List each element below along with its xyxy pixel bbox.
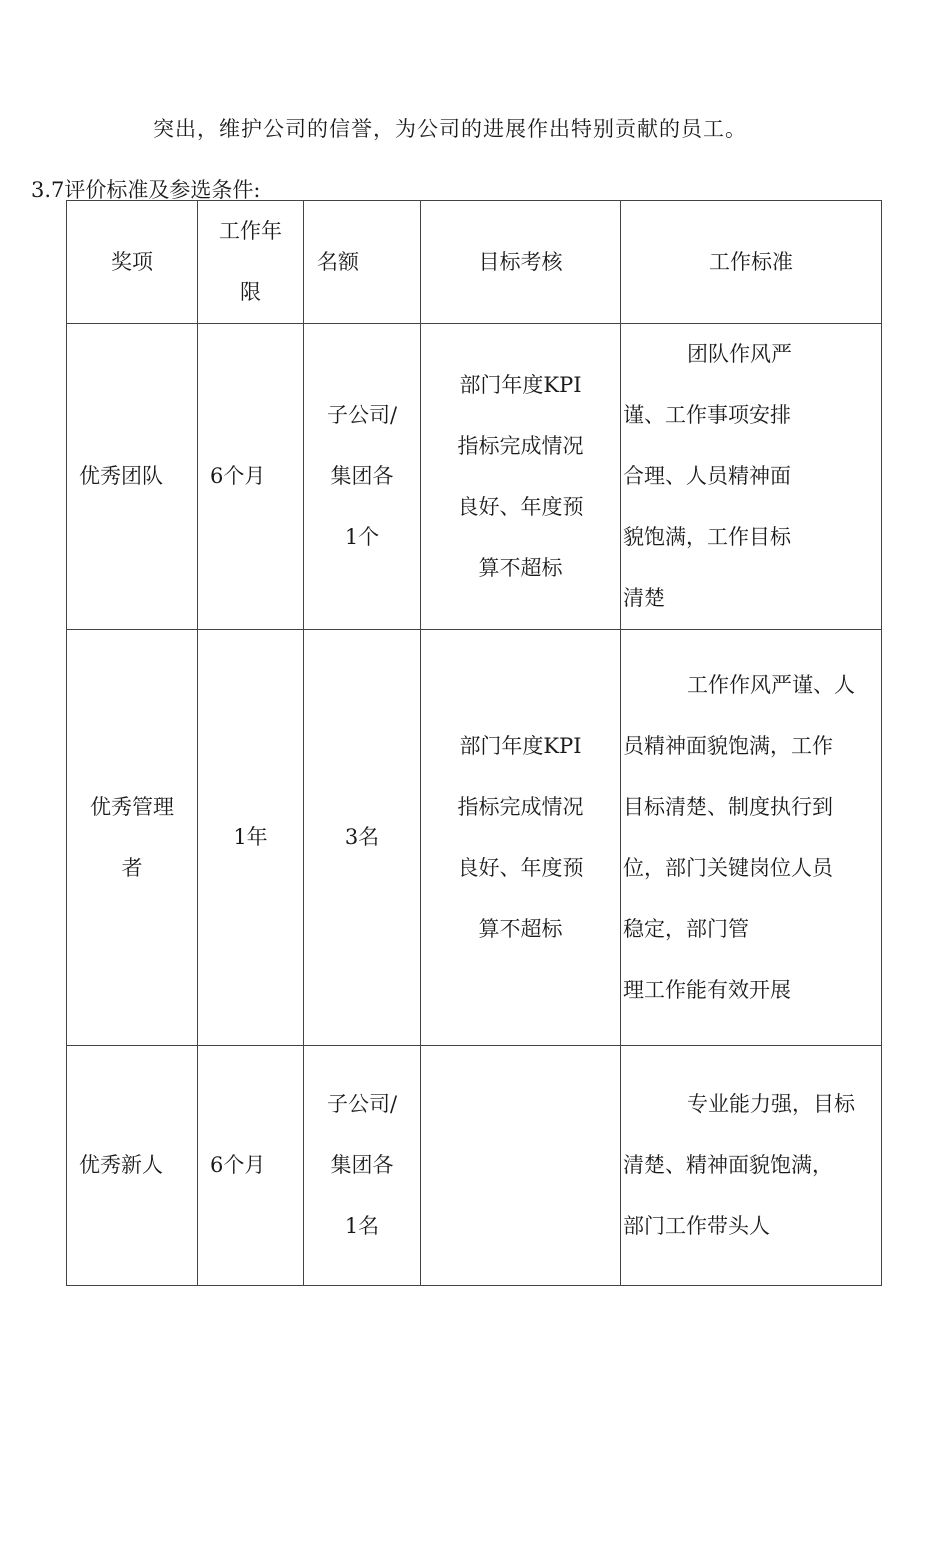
- award-line: 优秀团队: [79, 464, 163, 488]
- header-tenure-line: 工作年: [219, 219, 282, 243]
- header-award: 奖项: [67, 201, 198, 324]
- standard-line: 稳定，部门管: [623, 916, 749, 941]
- header-tenure-line: 限: [240, 280, 261, 304]
- quota-line: 集团各: [330, 464, 394, 488]
- standard-line: 员精神面貌饱满，工作: [623, 733, 833, 758]
- table-header-row: [67, 201, 882, 324]
- target-cell: [421, 630, 621, 1046]
- tenure-cell: 6个月: [198, 1046, 304, 1286]
- quota-cell: [304, 324, 421, 630]
- target-cell: [421, 324, 621, 630]
- target-cell: [421, 1046, 621, 1286]
- award-line: 优秀新人: [79, 1153, 163, 1177]
- target-line: 部门年度KPI: [459, 372, 582, 397]
- award-cell: [67, 630, 198, 1046]
- standard-line: 目标清楚、制度执行到: [623, 794, 833, 819]
- award-cell: [67, 1046, 198, 1286]
- header-standard: 工作标准: [621, 201, 882, 324]
- section-heading: 3.7评价标准及参选条件:: [31, 178, 261, 202]
- standard-line: 理工作能有效开展: [623, 977, 791, 1002]
- header-quota: 名额: [304, 201, 421, 324]
- target-line: 良好、年度预: [457, 855, 584, 880]
- standard-line: 合理、人员精神面: [623, 464, 791, 488]
- quota-line: 子公司/: [326, 1092, 398, 1116]
- standard-line: 谨、工作事项安排: [623, 403, 791, 427]
- standard-line: 位，部门关键岗位人员: [623, 855, 833, 880]
- intro-paragraph: 突出，维护公司的信誉，为公司的进展作出特别贡献的员工。: [153, 117, 747, 141]
- table-row: [67, 630, 882, 1046]
- quota-cell: [304, 1046, 421, 1286]
- target-line: 指标完成情况: [457, 794, 584, 819]
- award-line: 者: [121, 855, 143, 880]
- target-line: 指标完成情况: [457, 433, 584, 458]
- tenure-cell: 6个月: [198, 324, 304, 630]
- quota-line: 3名: [344, 825, 380, 849]
- standard-line: 貌饱满，工作目标: [623, 525, 791, 549]
- standard-cell: [621, 324, 882, 630]
- standard-cell: [621, 630, 882, 1046]
- quota-cell: [304, 630, 421, 1046]
- quota-line: 1名: [344, 1214, 380, 1238]
- quota-line: 集团各: [330, 1153, 394, 1177]
- standard-cell: [621, 1046, 882, 1286]
- table-row: [67, 324, 882, 630]
- target-line: 算不超标: [478, 555, 563, 580]
- quota-line: 子公司/: [326, 403, 398, 427]
- table-row: [67, 1046, 882, 1286]
- target-line: 部门年度KPI: [459, 733, 582, 758]
- standard-line: 团队作风严: [687, 342, 792, 366]
- standard-line: 部门工作带头人: [623, 1214, 770, 1238]
- header-target: 目标考核: [421, 201, 621, 324]
- target-line: 良好、年度预: [457, 494, 584, 519]
- tenure-cell: 1年: [198, 630, 304, 1046]
- standard-line: 清楚、精神面貌饱满，: [623, 1153, 833, 1177]
- quota-line: 1个: [344, 525, 380, 549]
- evaluation-criteria-table: [66, 200, 882, 1286]
- award-line: 优秀管理: [90, 794, 174, 819]
- header-tenure: [198, 201, 304, 324]
- standard-line: 专业能力强，目标: [687, 1092, 855, 1116]
- standard-line: 工作作风严谨、人: [687, 672, 855, 697]
- award-cell: [67, 324, 198, 630]
- target-line: 算不超标: [478, 916, 563, 941]
- standard-line: 清楚: [623, 586, 665, 610]
